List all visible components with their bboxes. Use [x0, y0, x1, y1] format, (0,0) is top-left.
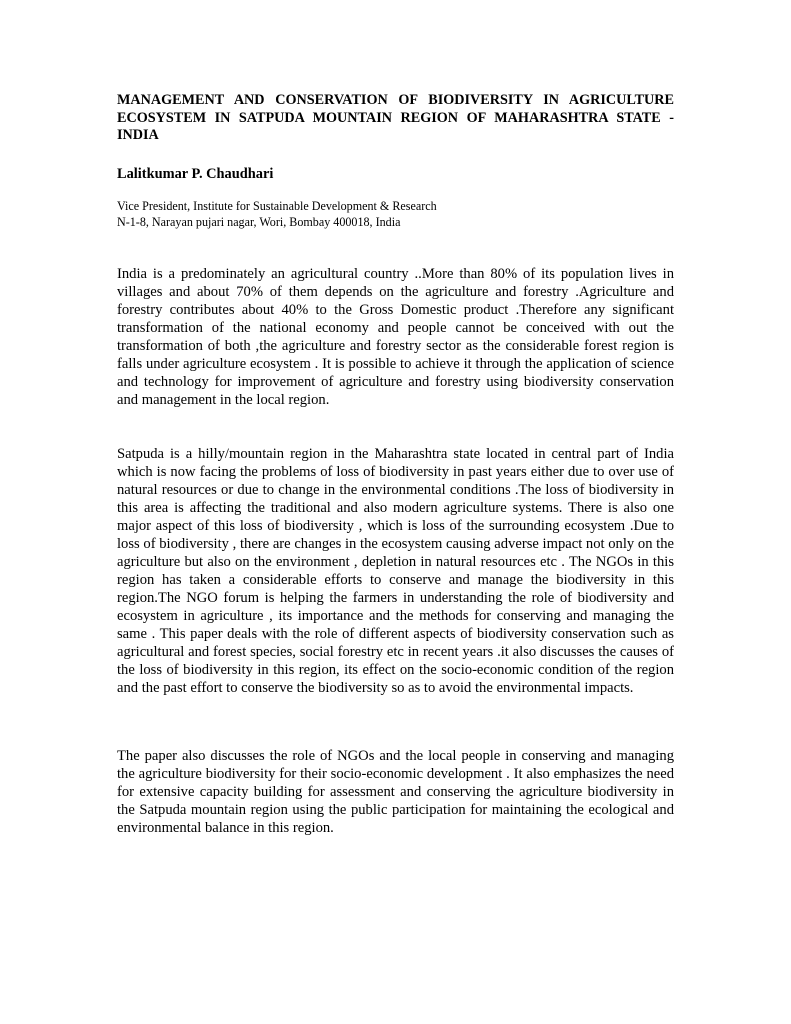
author-name: Lalitkumar P. Chaudhari — [117, 166, 274, 182]
paper-page — [117, 92, 674, 836]
abstract-paragraph-3: The paper also discusses the role of NGOs and the local people in conserving and managing the agriculture biodiversity for their socio-economic development . It also emphasizes the need for extensive capacity building for assessment and conserving the agriculture biodiversity in the Satpuda mountain region using the public participation for maintaining the ecological and environmental balance in this region. — [117, 748, 674, 836]
affiliation-line-2: N-1-8, Narayan pujari nagar, Wori, Bombay 400018, India — [117, 214, 401, 229]
abstract-paragraph-1: India is a predominately an agricultural country ..More than 80% of its population lives in villages and about 70% of them depends on the agriculture and forestry .Agriculture and forestry contributes about 40% to the Gross Domestic product .Therefore any significant transformation of the national economy and people cannot be conceived with out the transformation of both ,the agriculture and forestry sector as the considerable forest region is falls under agriculture ecosystem . It is possible to achieve it through the application of science and technology for improvement of agriculture and forestry using biodiversity conservation and management in the local region. — [117, 266, 674, 408]
author-affiliation — [117, 199, 437, 230]
affiliation-line-1: Vice President, Institute for Sustainable Development & Research — [117, 199, 437, 213]
paper-title: MANAGEMENT AND CONSERVATION OF BIODIVERSITY IN AGRICULTURE ECOSYSTEM IN SATPUDA MOUNTAIN REGION OF MAHARASHTRA STATE - INDIA — [117, 92, 674, 144]
abstract-paragraph-2: Satpuda is a hilly/mountain region in the Maharashtra state located in central part of India which is now facing the problems of loss of biodiversity in past years either due to over use of natural resources or due to change in the environmental conditions .The loss of biodiversity in this area is affecting the traditional and also modern agriculture systems. There is also one major aspect of this loss of biodiversity , which is loss of the surrounding ecosystem .Due to loss of biodiversity , there are changes in the ecosystem causing adverse impact not only on the agriculture but also on the environment , depletion in natural resources etc . The NGOs in this region has taken a considerable efforts to conserve and manage the biodiversity in this region.The NGO forum is helping the farmers in understanding the role of biodiversity and ecosystem in agriculture , its importance and the methods for conserving and managing the same . This paper deals with the role of different aspects of biodiversity conservation such as agricultural and forest species, social forestry etc in recent years .it also discusses the causes of the loss of biodiversity in this region, its effect on the socio-economic condition of the region and the past effort to conserve the biodiversity so as to avoid the environmental impacts. — [117, 446, 674, 696]
